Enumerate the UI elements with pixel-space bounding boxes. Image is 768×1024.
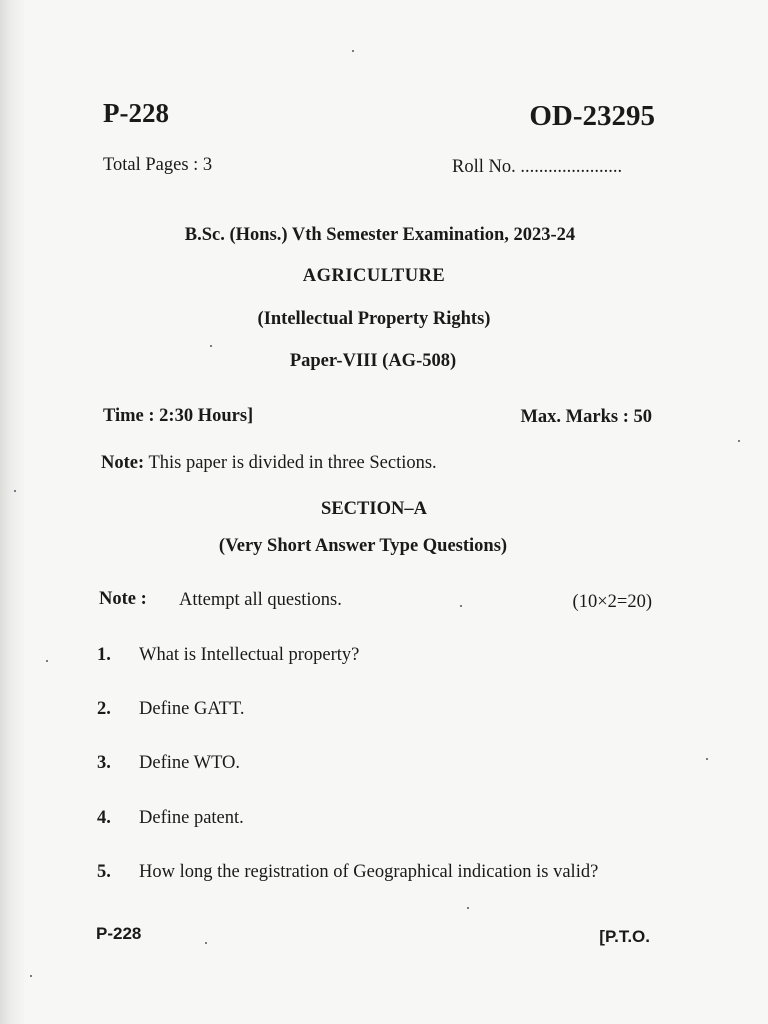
scan-speck bbox=[738, 440, 740, 442]
note-label: Note: bbox=[101, 453, 145, 473]
question-number: 5. bbox=[97, 862, 111, 882]
general-note bbox=[101, 453, 437, 474]
section-title: SECTION–A bbox=[321, 499, 427, 519]
time-allowed: Time : 2:30 Hours] bbox=[103, 406, 254, 426]
paper-subtitle: (Intellectual Property Rights) bbox=[257, 309, 491, 329]
footer-pto: [P.T.O. bbox=[599, 927, 650, 946]
section-subtitle: (Very Short Answer Type Questions) bbox=[218, 536, 508, 556]
total-pages: Total Pages : 3 bbox=[103, 155, 213, 175]
scan-speck bbox=[30, 975, 32, 977]
scan-speck bbox=[467, 907, 469, 909]
paper-code-right: OD-23295 bbox=[529, 100, 655, 132]
scan-speck bbox=[706, 758, 708, 760]
question-text: Define patent. bbox=[139, 808, 244, 828]
roll-number-field: Roll No. ...................... bbox=[452, 157, 623, 177]
question-number: 3. bbox=[97, 753, 111, 773]
question-number: 2. bbox=[97, 699, 111, 719]
question-number: 4. bbox=[97, 808, 111, 828]
question-item bbox=[97, 862, 598, 883]
note-text: This paper is divided in three Sections. bbox=[148, 453, 437, 473]
exam-title: B.Sc. (Hons.) Vth Semester Examination, 2023-24 bbox=[184, 225, 576, 245]
paper-number: Paper-VIII (AG-508) bbox=[289, 351, 457, 371]
question-item bbox=[97, 699, 244, 720]
question-number: 1. bbox=[97, 645, 111, 665]
scan-speck bbox=[46, 660, 48, 662]
section-note-text: Attempt all questions. bbox=[179, 590, 342, 610]
scan-speck bbox=[460, 605, 462, 607]
question-item bbox=[97, 753, 240, 774]
subject-title: AGRICULTURE bbox=[302, 266, 446, 286]
scan-speck bbox=[210, 345, 212, 347]
question-item bbox=[97, 645, 359, 666]
question-text: Define WTO. bbox=[139, 753, 241, 773]
max-marks: Max. Marks : 50 bbox=[520, 407, 652, 427]
footer-paper-code: P-228 bbox=[96, 924, 142, 943]
question-text: What is Intellectual property? bbox=[139, 645, 360, 665]
question-text: How long the registration of Geographical indication is valid? bbox=[139, 862, 599, 882]
section-note-label: Note : bbox=[99, 589, 147, 609]
scan-speck bbox=[205, 942, 207, 944]
scan-speck bbox=[14, 490, 16, 492]
section-marks: (10×2=20) bbox=[572, 592, 652, 612]
paper-code-left: P-228 bbox=[103, 98, 169, 128]
question-item bbox=[97, 808, 244, 829]
question-text: Define GATT. bbox=[139, 699, 245, 719]
scan-speck bbox=[352, 50, 354, 52]
